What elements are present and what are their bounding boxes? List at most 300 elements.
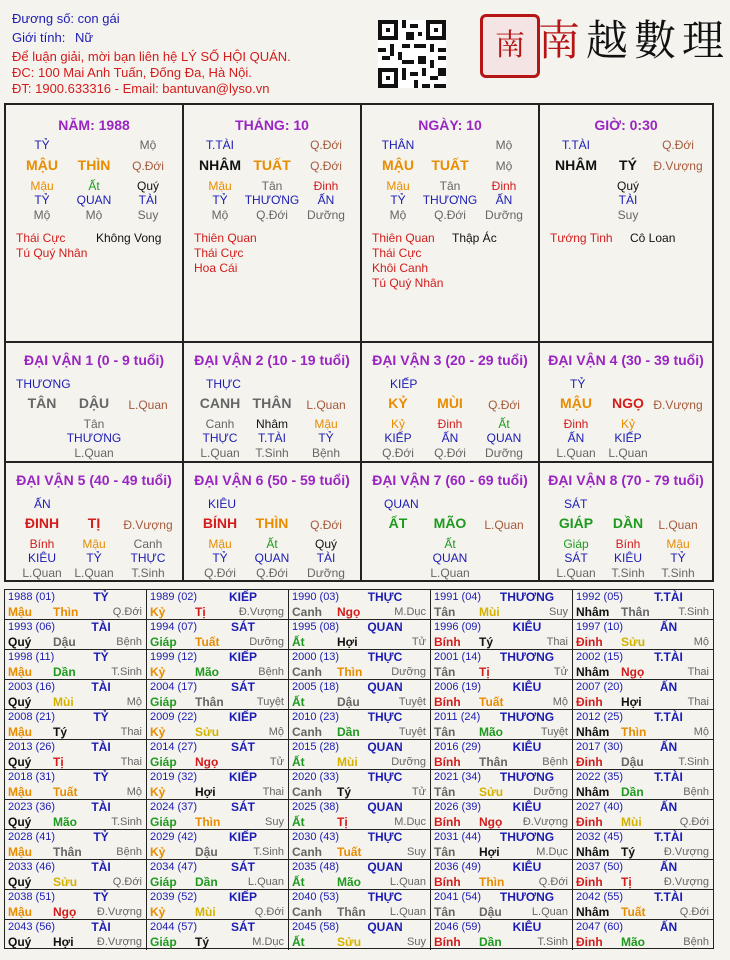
year-branch: Ngọ — [53, 905, 77, 919]
year-label: 2008 (21) — [8, 711, 56, 723]
person-line — [12, 10, 120, 27]
year-label: 2039 (52) — [150, 891, 198, 903]
year-cell — [147, 650, 289, 680]
year-branch: Hợi — [479, 845, 500, 859]
ten-god: THƯƠNG — [499, 710, 555, 724]
hidden-god: TÀI — [316, 551, 336, 565]
year-stem: Quý — [8, 875, 32, 889]
ten-god: T.TÀI — [654, 830, 683, 844]
ten-god: QUAN — [367, 680, 403, 694]
hidden-stem: Giáp — [563, 537, 589, 551]
year-cell — [431, 890, 573, 920]
hidden-stage: L.Quan — [556, 566, 596, 580]
hidden-god: QUAN — [486, 431, 522, 445]
year-cell — [289, 590, 431, 620]
year-stem: Đinh — [576, 695, 603, 709]
pillar-month — [184, 105, 362, 343]
year-cell — [5, 740, 147, 770]
year-stem: Quý — [8, 635, 32, 649]
year-cell — [5, 890, 147, 920]
ten-god: KIẾP — [228, 710, 257, 724]
hidden-stage: Mộ — [211, 208, 229, 222]
year-label: 2030 (43) — [292, 831, 340, 843]
branch-stage: Q.Đới — [310, 518, 342, 532]
hidden-god: T.TÀI — [257, 431, 287, 445]
year-stem: Tân — [434, 605, 456, 619]
year-label: 2011 (24) — [434, 711, 481, 723]
life-stage: Đ.Vượng — [96, 906, 142, 918]
ten-god: KIẾP — [228, 770, 257, 784]
year-branch: Tị — [195, 605, 206, 619]
year-stem: Nhâm — [576, 725, 610, 739]
year-cell — [431, 650, 573, 680]
year-cell — [431, 770, 573, 800]
earthly-branch: THÌN — [77, 157, 111, 173]
address-line: ĐC: 100 Mai Anh Tuấn, Đống Đa, Hà Nội. — [12, 65, 252, 80]
year-stem: Bính — [434, 935, 461, 949]
ten-god: QUAN — [367, 800, 403, 814]
year-branch: Dần — [53, 665, 76, 679]
year-cell — [289, 800, 431, 830]
hidden-god: TÀI — [138, 193, 158, 207]
ten-god: T.TÀI — [654, 890, 683, 904]
year-label: 2012 (25) — [576, 711, 624, 723]
earthly-branch: THÌN — [255, 515, 289, 531]
ten-god: KIÊU — [512, 920, 542, 934]
life-stage: Q.Đới — [538, 876, 568, 888]
pillar-title: THÁNG: 10 — [235, 117, 309, 133]
year-stem: Bính — [434, 875, 461, 889]
pillar-title: GIỜ: 0:30 — [594, 117, 658, 133]
ten-god: SÁT — [231, 620, 255, 634]
year-label: 2014 (27) — [150, 741, 198, 753]
year-cell — [573, 590, 713, 620]
hidden-god: THỰC — [130, 551, 166, 565]
year-cell — [573, 680, 713, 710]
branch-stage: L.Quan — [658, 518, 698, 532]
life-stage: Bệnh — [683, 936, 709, 948]
year-label: 2022 (35) — [576, 771, 624, 783]
hidden-god: ẤN — [441, 431, 459, 445]
pillar-title: NGÀY: 10 — [418, 117, 482, 133]
hidden-stage: T.Sinh — [661, 566, 695, 580]
year-branch: Tị — [621, 875, 632, 889]
ten-god: ẤN — [659, 740, 678, 754]
year-cell — [147, 710, 289, 740]
life-stage: Tử — [411, 636, 426, 648]
star-item: Thái Cực — [372, 246, 422, 260]
ten-god: QUAN — [367, 620, 403, 634]
hidden-stage: Dưỡng — [485, 208, 523, 222]
year-cell — [573, 890, 713, 920]
year-cell — [573, 650, 713, 680]
ten-god: TỶ — [93, 650, 109, 664]
contact-invite: Để luận giải, mời bạn liên hệ LÝ SỐ HỘI QUÁN. — [12, 49, 291, 64]
year-label: 2037 (50) — [576, 861, 624, 873]
earthly-branch: TUẤT — [253, 157, 291, 173]
earthly-branch: THÂN — [252, 395, 292, 411]
year-branch: Thân — [195, 695, 224, 709]
year-branch: Tị — [337, 815, 348, 829]
life-stage: Mộ — [126, 696, 142, 708]
branch-stage: Đ.Vượng — [653, 159, 703, 173]
ten-god: KIẾP — [228, 590, 257, 604]
stem-god: KIÊU — [208, 497, 237, 511]
year-stem: Tân — [434, 905, 456, 919]
heavenly-stem: GIÁP — [558, 515, 594, 531]
year-stem: Bính — [434, 635, 461, 649]
year-label: 1989 (02) — [150, 591, 198, 603]
ten-god: KIẾP — [228, 890, 257, 904]
life-stage: Dưỡng — [391, 666, 426, 678]
pillar-title: NĂM: 1988 — [58, 117, 130, 133]
ten-god: QUAN — [367, 740, 403, 754]
year-branch: Thìn — [479, 875, 505, 889]
ten-god: TỶ — [93, 590, 109, 604]
year-branch: Sửu — [337, 935, 362, 949]
year-label: 2034 (47) — [150, 861, 198, 873]
life-stage: Q.Đới — [679, 906, 709, 918]
year-cell — [573, 740, 713, 770]
year-stem: Nhâm — [576, 785, 610, 799]
year-label: 1992 (05) — [576, 591, 624, 603]
year-cell — [5, 830, 147, 860]
hidden-god: TỶ — [212, 551, 228, 565]
year-label: 2032 (45) — [576, 831, 624, 843]
year-branch: Sửu — [479, 785, 504, 799]
year-stem: Ất — [292, 875, 305, 889]
stem-god: QUAN — [384, 497, 419, 511]
life-stage: Bệnh — [542, 756, 568, 768]
ten-god: SÁT — [231, 800, 255, 814]
brand-logo — [538, 8, 730, 68]
year-stem: Giáp — [150, 695, 177, 709]
hidden-god: THỰC — [202, 431, 238, 445]
hidden-stage: Q.Đới — [256, 208, 288, 222]
year-cell — [5, 770, 147, 800]
year-stem: Ất — [292, 755, 305, 769]
year-cell — [431, 830, 573, 860]
stem-stage: Q.Đới — [310, 138, 342, 152]
annual-luck-table — [4, 589, 714, 949]
earthly-branch: MÃO — [433, 515, 467, 531]
brand-char: 理 — [682, 16, 730, 65]
year-cell — [573, 710, 713, 740]
year-stem: Canh — [292, 725, 322, 739]
heavenly-stem: KỶ — [388, 395, 408, 411]
ten-god: TÀI — [91, 800, 111, 814]
year-branch: Dậu — [479, 905, 502, 919]
ten-god: THƯƠNG — [499, 830, 555, 844]
life-stage: Đ.Vượng — [663, 846, 709, 858]
year-stem: Mậu — [8, 725, 32, 739]
hidden-stage: Mộ — [389, 208, 407, 222]
stem-god: THƯƠNG — [16, 377, 71, 391]
life-stage: Tuyệt — [540, 726, 568, 738]
seal-text: 南 — [495, 28, 525, 63]
earthly-branch: TUẤT — [431, 157, 469, 173]
life-stage: Suy — [549, 606, 568, 618]
life-stage: Đ.Vượng — [522, 816, 568, 828]
life-stage: T.Sinh — [253, 846, 284, 858]
branch-stage: L.Quan — [306, 398, 346, 412]
hidden-stage: Suy — [617, 208, 639, 222]
year-label: 1991 (04) — [434, 591, 482, 603]
year-cell — [289, 710, 431, 740]
year-cell — [5, 590, 147, 620]
year-branch: Dậu — [337, 695, 360, 709]
year-label: 2015 (28) — [292, 741, 340, 753]
ten-god: TỶ — [93, 830, 109, 844]
year-branch: Mùi — [621, 815, 642, 829]
life-stage: L.Quan — [247, 876, 284, 888]
gender-value: Nữ — [74, 30, 94, 45]
year-stem: Giáp — [150, 815, 177, 829]
ten-god: ẤN — [659, 800, 678, 814]
life-stage: T.Sinh — [678, 606, 709, 618]
year-branch: Mùi — [337, 755, 358, 769]
year-branch: Tuất — [621, 905, 646, 919]
branch-stage: Q.Đới — [310, 159, 342, 173]
hidden-stage: Bệnh — [311, 446, 341, 460]
dai-van-title: ĐẠI VẬN 3 (20 - 29 tuổi) — [372, 352, 528, 368]
hidden-stage: Q.Đới — [434, 208, 466, 222]
dai-van-cell — [184, 463, 362, 580]
year-stem: Bính — [434, 815, 461, 829]
heavenly-stem: ĐINH — [24, 515, 60, 531]
year-cell — [573, 830, 713, 860]
ten-god: THƯƠNG — [499, 590, 555, 604]
life-stage: T.Sinh — [111, 816, 142, 828]
year-branch: Tuất — [479, 695, 504, 709]
year-label: 2044 (57) — [150, 921, 198, 933]
year-label: 2026 (39) — [434, 801, 482, 813]
hidden-god: THƯƠNG — [244, 193, 300, 207]
stem-god: THỰC — [206, 377, 241, 391]
life-stage: Suy — [407, 846, 426, 858]
star-item: Cô Loan — [630, 231, 676, 245]
year-stem: Nhâm — [576, 665, 610, 679]
year-label: 2046 (59) — [434, 921, 482, 933]
life-stage: L.Quan — [389, 876, 426, 888]
star-item: Tú Quý Nhân — [16, 246, 88, 260]
year-branch: Tý — [195, 935, 210, 949]
life-stage: Mộ — [552, 696, 568, 708]
branch-stage: Mộ — [495, 159, 513, 173]
year-branch: Tý — [621, 845, 636, 859]
hidden-stem: Ất — [266, 537, 278, 551]
year-stem: Ất — [292, 635, 305, 649]
life-stage: M.Dục — [252, 936, 284, 948]
year-branch: Sửu — [621, 635, 646, 649]
year-label: 2019 (32) — [150, 771, 198, 783]
ten-god: THƯƠNG — [499, 890, 555, 904]
year-cell — [289, 890, 431, 920]
year-label: 2038 (51) — [8, 891, 56, 903]
heavenly-stem: MẬU — [382, 157, 414, 173]
gender-label: Giới tính: — [12, 30, 66, 45]
life-stage: Thai — [120, 756, 142, 768]
hidden-god: SÁT — [564, 551, 588, 565]
hidden-stem: Mậu — [82, 537, 106, 551]
life-stage: Mộ — [693, 636, 709, 648]
year-stem: Kỷ — [150, 725, 166, 739]
life-stage: L.Quan — [531, 906, 568, 918]
year-stem: Canh — [292, 605, 322, 619]
year-cell — [573, 920, 713, 950]
year-branch: Dần — [337, 725, 360, 739]
dai-van-cell — [362, 343, 540, 463]
year-stem: Ất — [292, 695, 305, 709]
ten-god: THƯƠNG — [499, 770, 555, 784]
year-label: 1998 (11) — [8, 651, 55, 663]
hidden-god: QUAN — [432, 551, 468, 565]
year-stem: Đinh — [576, 755, 603, 769]
year-label: 2023 (36) — [8, 801, 56, 813]
hidden-stem: Tân — [261, 179, 283, 193]
life-stage: Bệnh — [258, 666, 284, 678]
hidden-stem: Nhâm — [255, 417, 289, 431]
year-branch: Mão — [621, 935, 645, 949]
year-cell — [5, 680, 147, 710]
life-stage: Tử — [269, 756, 284, 768]
stem-god: TỶ — [34, 138, 50, 152]
stem-god: T.TÀI — [205, 138, 235, 152]
hidden-god: TỶ — [86, 551, 102, 565]
hidden-stage: L.Quan — [430, 566, 470, 580]
year-label: 2042 (55) — [576, 891, 624, 903]
life-stage: Dưỡng — [249, 636, 284, 648]
year-stem: Canh — [292, 665, 322, 679]
year-label: 2025 (38) — [292, 801, 340, 813]
life-stage: M.Dục — [536, 846, 568, 858]
year-cell — [431, 620, 573, 650]
hidden-god: TỶ — [34, 193, 50, 207]
ten-god: TỶ — [93, 710, 109, 724]
ten-god: THỰC — [367, 710, 403, 724]
hidden-stage: L.Quan — [200, 446, 240, 460]
dai-van-title: ĐẠI VẬN 2 (10 - 19 tuổi) — [194, 352, 350, 368]
year-stem: Đinh — [576, 635, 603, 649]
hidden-god: TỶ — [390, 193, 406, 207]
life-stage: Q.Đới — [112, 876, 142, 888]
year-stem: Đinh — [576, 935, 603, 949]
year-label: 1999 (12) — [150, 651, 198, 663]
year-stem: Nhâm — [576, 605, 610, 619]
hidden-stem: Mậu — [666, 537, 690, 551]
year-cell — [573, 860, 713, 890]
year-branch: Tý — [479, 635, 494, 649]
heavenly-stem: TÂN — [27, 395, 57, 411]
brand-char: 越 — [586, 16, 635, 65]
ten-god: TÀI — [91, 680, 111, 694]
year-label: 1997 (10) — [576, 621, 624, 633]
year-cell — [289, 920, 431, 950]
year-branch: Hợi — [195, 785, 216, 799]
life-stage: M.Dục — [394, 816, 426, 828]
ten-god: KIẾP — [228, 650, 257, 664]
life-stage: Bệnh — [683, 786, 709, 798]
year-branch: Thìn — [53, 605, 79, 619]
hidden-god: TÀI — [618, 193, 638, 207]
year-branch: Thân — [53, 845, 82, 859]
year-stem: Quý — [8, 695, 32, 709]
ten-god: T.TÀI — [654, 770, 683, 784]
year-label: 2041 (54) — [434, 891, 482, 903]
year-label: 2000 (13) — [292, 651, 340, 663]
branch-stage: Q.Đới — [132, 159, 164, 173]
year-label: 2017 (30) — [576, 741, 624, 753]
ten-god: THỰC — [367, 650, 403, 664]
hidden-god: TỶ — [670, 551, 686, 565]
year-label: 2033 (46) — [8, 861, 56, 873]
ten-god: QUAN — [367, 860, 403, 874]
year-branch: Tuất — [337, 845, 362, 859]
hidden-stem: Mậu — [386, 179, 410, 193]
dai-van-cell — [540, 343, 712, 463]
qr-code-icon[interactable] — [378, 20, 446, 88]
hidden-stage: Q.Đới — [256, 566, 288, 580]
ten-god: KIÊU — [512, 860, 542, 874]
hidden-stem: Tân — [83, 417, 105, 431]
year-cell — [147, 680, 289, 710]
year-cell — [573, 620, 713, 650]
ten-god: TÀI — [91, 740, 111, 754]
ten-god: KIÊU — [512, 680, 542, 694]
year-cell — [147, 620, 289, 650]
year-stem: Canh — [292, 905, 322, 919]
hidden-stage: L.Quan — [74, 566, 114, 580]
ten-god: QUAN — [367, 920, 403, 934]
hidden-stem: Đinh — [491, 179, 517, 193]
year-label: 2021 (34) — [434, 771, 482, 783]
year-label: 2004 (17) — [150, 681, 198, 693]
phone-email-line[interactable]: ĐT: 1900.633316 - Email: bantuvan@lyso.vn — [12, 81, 270, 96]
year-cell — [573, 800, 713, 830]
dai-van-title: ĐẠI VẬN 8 (70 - 79 tuổi) — [548, 472, 704, 488]
life-stage: Thai — [687, 696, 709, 708]
year-label: 2002 (15) — [576, 651, 624, 663]
person-value: con gái — [77, 11, 120, 26]
year-cell — [573, 770, 713, 800]
life-stage: Suy — [265, 816, 284, 828]
hidden-stage: L.Quan — [74, 446, 114, 460]
ten-god: KIÊU — [512, 740, 542, 754]
year-branch: Tị — [53, 755, 64, 769]
star-item: Thiên Quan — [372, 231, 435, 245]
stem-god: SÁT — [564, 497, 588, 511]
year-stem: Tân — [434, 845, 456, 859]
ten-god: TÀI — [91, 620, 111, 634]
year-label: 2043 (56) — [8, 921, 56, 933]
ten-god: SÁT — [231, 740, 255, 754]
heavenly-stem: ẤT — [388, 515, 408, 531]
year-branch: Thân — [337, 905, 366, 919]
year-label: 2010 (23) — [292, 711, 340, 723]
pillar-year — [6, 105, 184, 343]
year-label: 2028 (41) — [8, 831, 56, 843]
year-cell — [5, 800, 147, 830]
hidden-stem: Canh — [205, 417, 235, 431]
hidden-stem: Đinh — [563, 417, 589, 431]
year-label: 1990 (03) — [292, 591, 340, 603]
branch-stage: Đ.Vượng — [653, 398, 703, 412]
life-stage: M.Dục — [394, 606, 426, 618]
year-branch: Hợi — [337, 635, 358, 649]
year-branch: Sửu — [53, 875, 78, 889]
year-cell — [431, 800, 573, 830]
star-item: Thái Cực — [16, 231, 66, 245]
